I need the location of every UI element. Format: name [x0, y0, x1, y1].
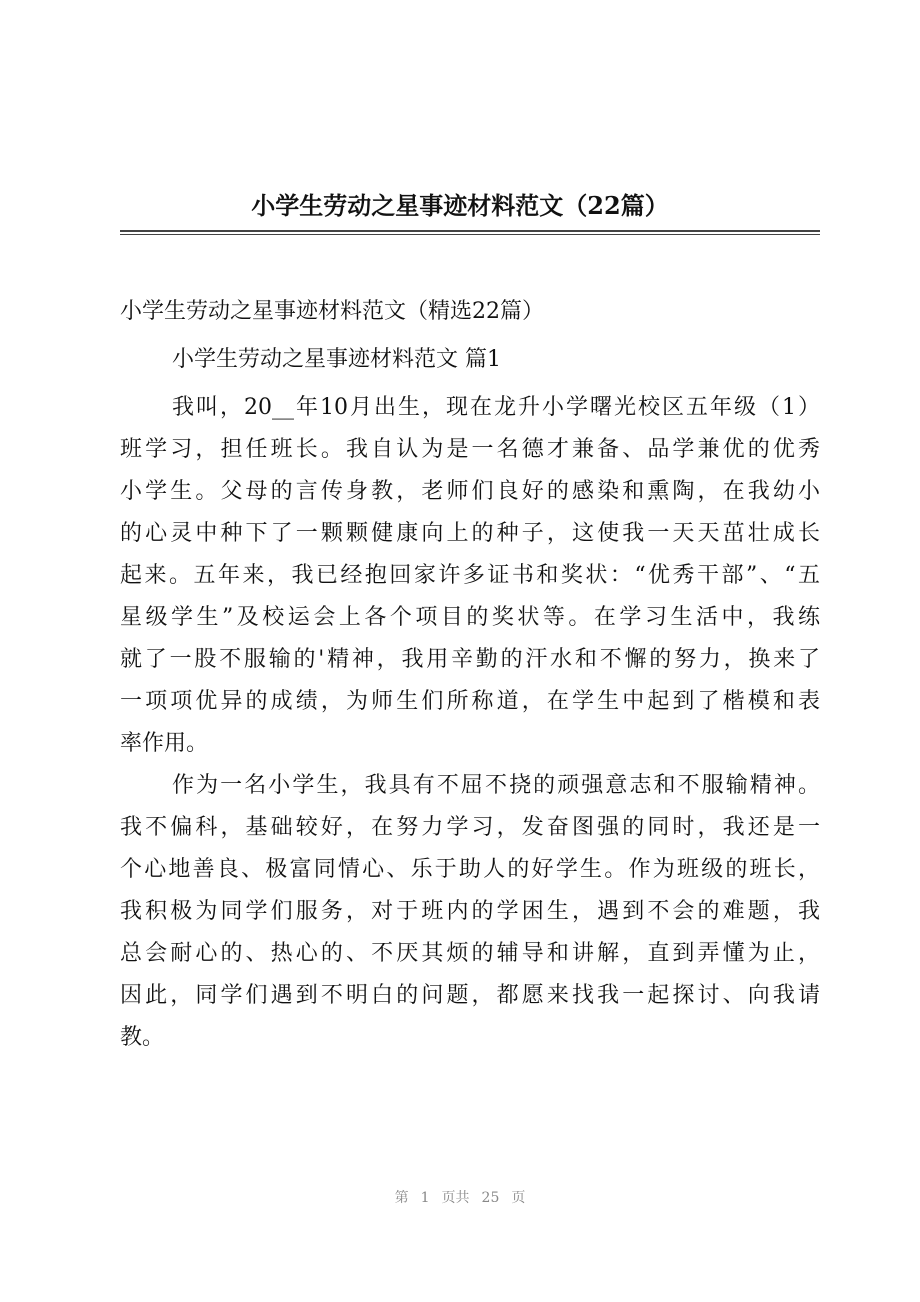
footer-prefix: 第 [394, 1190, 409, 1206]
paragraph-line: 总会耐心的、热心的、不厌其烦的辅导和讲解，直到弄懂为止， [120, 941, 820, 966]
paragraph [120, 768, 820, 1062]
footer-page-number: 1 [420, 1190, 430, 1206]
footer-middle: 页共 [441, 1190, 470, 1206]
page-footer [0, 1187, 920, 1207]
paragraph-line: 小学生。父母的言传身教，老师们良好的感染和熏陶，在我幼小 [120, 479, 820, 504]
paragraph-line: 就了一股不服输的'精神，我用辛勤的汗水和不懈的努力，换来了 [120, 647, 820, 672]
paragraph-line: 班学习，担任班长。我自认为是一名德才兼备、品学兼优的优秀 [120, 437, 820, 462]
paragraph-line: 教。 [120, 1025, 165, 1050]
paragraphs [120, 390, 820, 1062]
paragraph-line: 星级学生”及校运会上各个项目的奖状等。在学习生活中，我练 [120, 605, 820, 630]
paragraph [120, 390, 820, 768]
paragraph-line: 我不偏科，基础较好，在努力学习，发奋图强的同时，我还是一 [120, 815, 820, 840]
document-title: 小学生劳动之星事迹材料范文（22篇） [251, 191, 669, 220]
paragraph-line: 我积极为同学们服务，对于班内的学困生，遇到不会的难题，我 [120, 899, 820, 924]
paragraph-line: 个心地善良、极富同情心、乐于助人的好学生。作为班级的班长， [120, 857, 820, 882]
paragraph-line: 一项项优异的成绩，为师生们所称道，在学生中起到了楷模和表 [120, 689, 820, 714]
paragraph-line: 作为一名小学生，我具有不屈不挠的顽强意志和不服输精神。 [172, 773, 820, 798]
footer-total-pages: 25 [481, 1190, 500, 1206]
document-body [120, 294, 820, 1062]
paragraph-line: 我叫，20__年10月出生，现在龙升小学曙光校区五年级（1） [172, 395, 820, 420]
title-double-rule [120, 230, 820, 235]
footer-suffix: 页 [511, 1190, 526, 1206]
section-subheading: 小学生劳动之星事迹材料范文 篇1 [172, 347, 501, 372]
paragraph-line: 率作用。 [120, 731, 209, 756]
document-heading: 小学生劳动之星事迹材料范文（精选22篇） [120, 299, 544, 324]
paragraph-line: 因此，同学们遇到不明白的问题，都愿来找我一起探讨、向我请 [120, 983, 820, 1008]
paragraph-line: 的心灵中种下了一颗颗健康向上的种子，这使我一天天茁壮成长 [120, 521, 820, 546]
paragraph-line: 起来。五年来，我已经抱回家许多证书和奖状：“优秀干部”、“五 [120, 563, 820, 588]
